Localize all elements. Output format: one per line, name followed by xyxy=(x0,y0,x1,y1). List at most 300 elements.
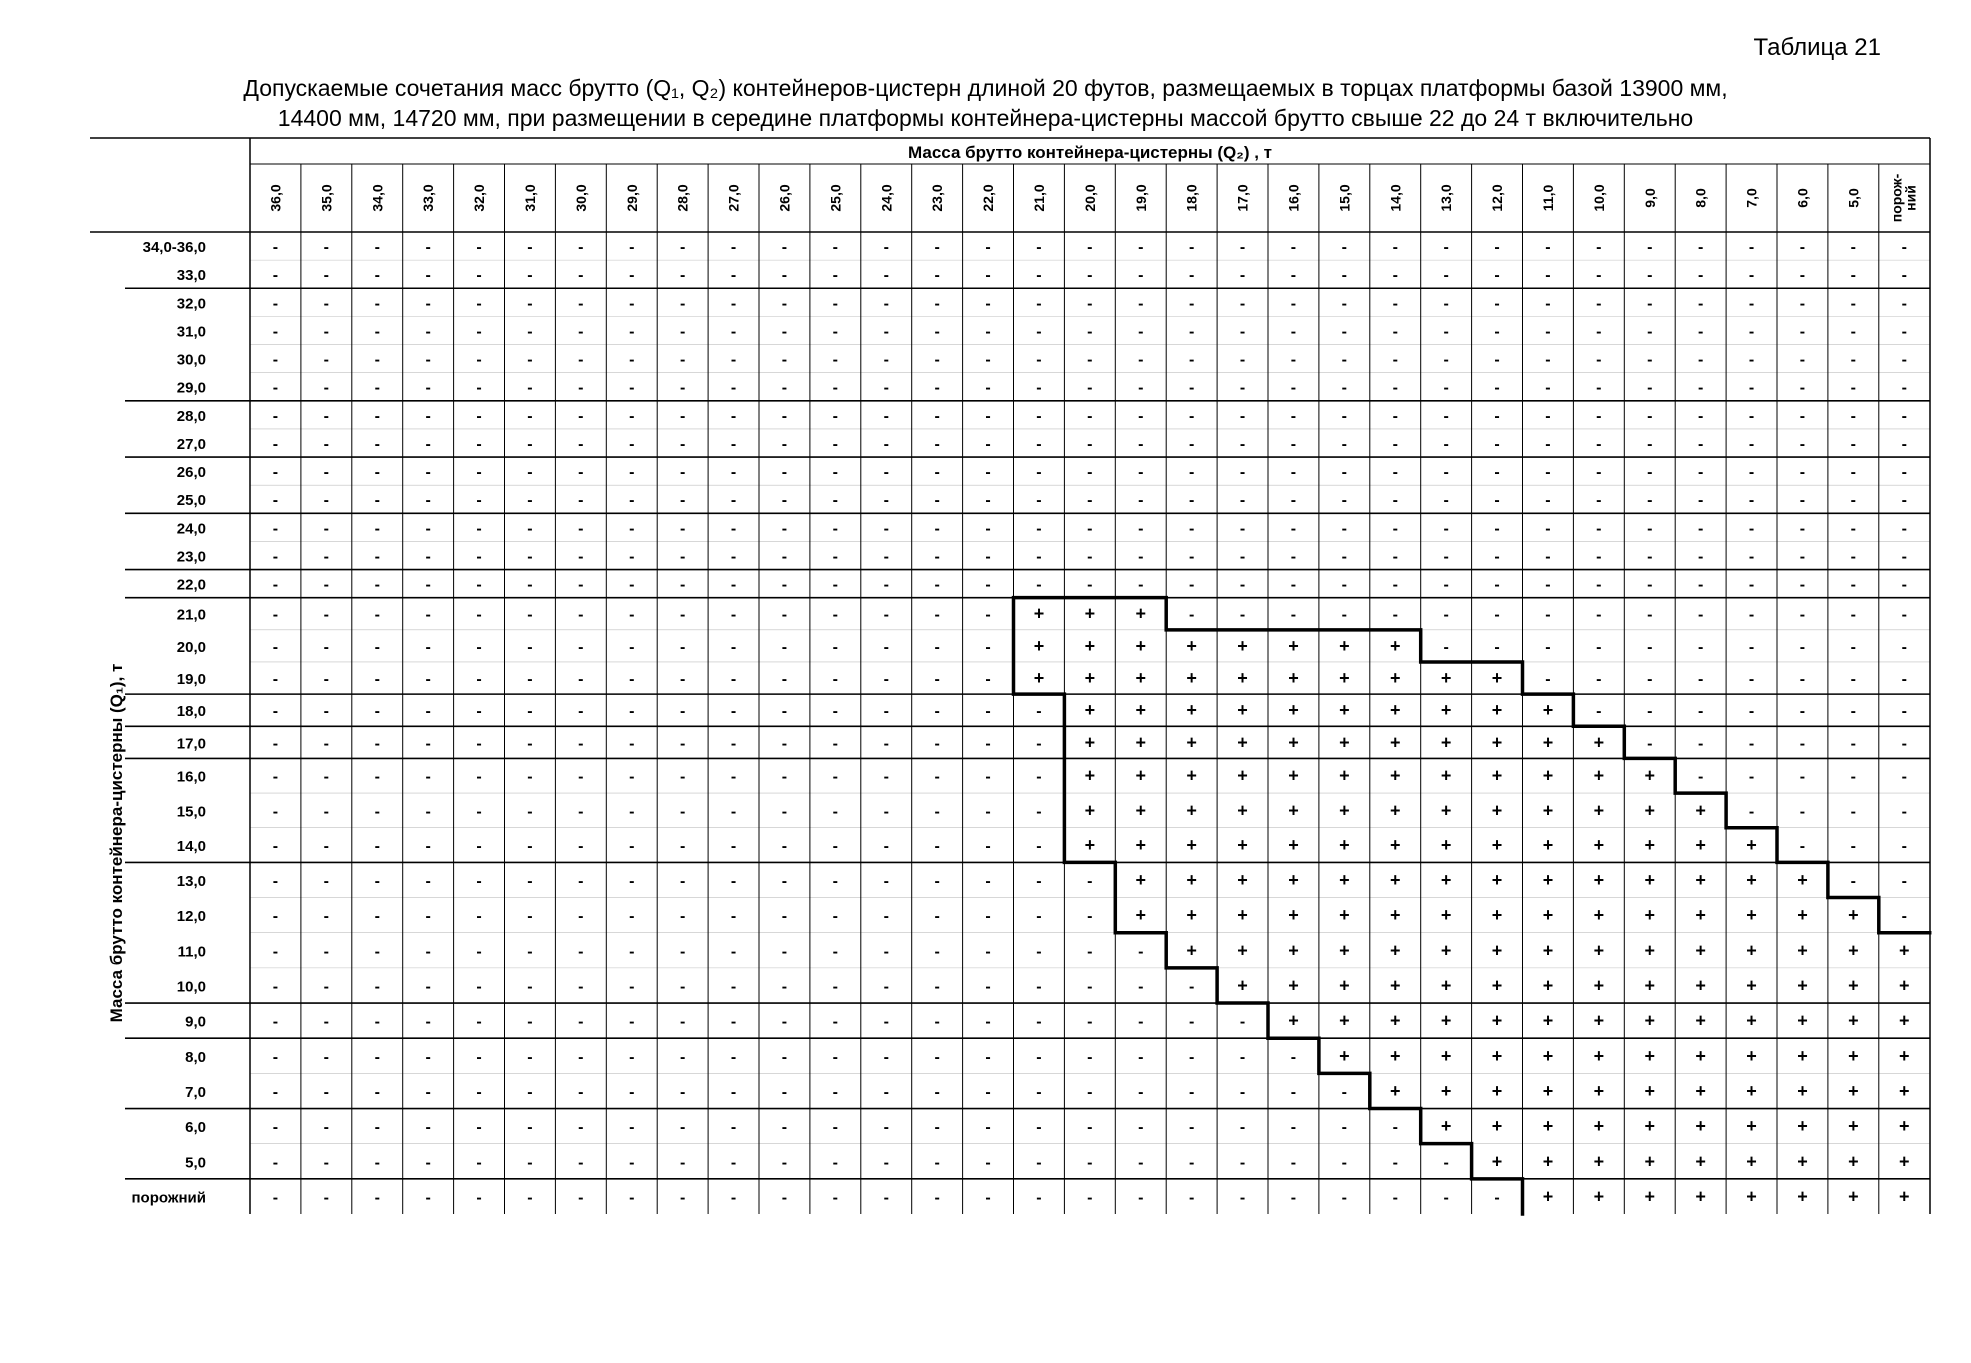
cell-not-allowed: - xyxy=(374,1154,380,1172)
cell-not-allowed: - xyxy=(629,492,635,510)
column-header xyxy=(1845,188,1861,208)
cell-not-allowed: - xyxy=(1596,464,1602,482)
svg-text:33,0: 33,0 xyxy=(420,184,437,212)
cell-allowed: + xyxy=(1440,765,1452,786)
cell-not-allowed: - xyxy=(832,323,839,341)
cell-not-allowed: - xyxy=(883,1154,889,1172)
cell-not-allowed: - xyxy=(679,1083,686,1101)
cell-not-allowed: - xyxy=(832,379,839,397)
cell-not-allowed: - xyxy=(1799,435,1806,453)
cell-not-allowed: - xyxy=(1036,351,1042,369)
cell-not-allowed: - xyxy=(323,1189,330,1207)
cell-allowed: + xyxy=(1389,940,1401,961)
cell-not-allowed: - xyxy=(832,1083,839,1101)
cell-not-allowed: - xyxy=(629,1083,635,1101)
cell-not-allowed: - xyxy=(1138,520,1144,538)
cell-not-allowed: - xyxy=(1341,520,1348,538)
cell-not-allowed: - xyxy=(527,703,533,721)
cell-not-allowed: - xyxy=(476,803,482,821)
cell-not-allowed: - xyxy=(578,576,584,594)
svg-text:8,0: 8,0 xyxy=(1692,188,1709,208)
cell-allowed: + xyxy=(1186,732,1197,753)
cell-allowed: + xyxy=(1542,800,1554,821)
cell-allowed: + xyxy=(1695,1045,1706,1066)
cell-not-allowed: - xyxy=(730,1013,737,1031)
cell-not-allowed: - xyxy=(1392,1154,1398,1172)
cell-not-allowed: - xyxy=(1748,267,1755,285)
cell-not-allowed: - xyxy=(832,638,839,656)
cell-not-allowed: - xyxy=(883,978,889,996)
cell-not-allowed: - xyxy=(1494,464,1500,482)
cell-allowed: + xyxy=(1084,800,1096,821)
cell-not-allowed: - xyxy=(1494,295,1500,313)
cell-not-allowed: - xyxy=(1239,407,1246,425)
row-label: 21,0 xyxy=(176,606,206,624)
cell-not-allowed: - xyxy=(425,1189,431,1207)
cell-allowed: + xyxy=(1644,1045,1656,1066)
cell-not-allowed: - xyxy=(883,943,889,961)
cell-not-allowed: - xyxy=(1341,267,1348,285)
cell-not-allowed: - xyxy=(1494,323,1500,341)
cell-not-allowed: - xyxy=(679,638,686,656)
cell-not-allowed: - xyxy=(629,1189,635,1207)
cell-not-allowed: - xyxy=(1647,295,1653,313)
cell-not-allowed: - xyxy=(527,492,533,510)
cell-not-allowed: - xyxy=(425,407,431,425)
cell-not-allowed: - xyxy=(1596,492,1602,510)
cell-not-allowed: - xyxy=(1036,1154,1042,1172)
cell-not-allowed: - xyxy=(527,520,533,538)
cell-not-allowed: - xyxy=(730,239,737,257)
cell-not-allowed: - xyxy=(1494,492,1500,510)
cell-not-allowed: - xyxy=(730,323,737,341)
cell-not-allowed: - xyxy=(883,323,889,341)
svg-text:17,0: 17,0 xyxy=(1234,184,1251,212)
cell-not-allowed: - xyxy=(1799,492,1806,510)
cell-not-allowed: - xyxy=(1545,323,1551,341)
cell-allowed: + xyxy=(1491,1010,1503,1031)
cell-not-allowed: - xyxy=(934,576,940,594)
table-row xyxy=(143,239,1907,256)
cell-allowed: + xyxy=(1389,732,1401,753)
cell-not-allowed: - xyxy=(883,435,889,453)
cell-not-allowed: - xyxy=(527,323,533,341)
cell-allowed: + xyxy=(1339,1045,1350,1066)
cell-not-allowed: - xyxy=(1545,351,1551,369)
cell-allowed: + xyxy=(1797,1116,1808,1137)
cell-allowed: + xyxy=(1339,1010,1350,1031)
cell-not-allowed: - xyxy=(1443,1154,1449,1172)
cell-not-allowed: - xyxy=(985,435,991,453)
cell-not-allowed: - xyxy=(1188,1048,1195,1066)
cell-not-allowed: - xyxy=(527,638,533,656)
cell-not-allowed: - xyxy=(323,267,330,285)
cell-not-allowed: - xyxy=(425,1154,431,1172)
table-row xyxy=(185,1081,1909,1101)
cell-not-allowed: - xyxy=(1341,295,1348,313)
cell-not-allowed: - xyxy=(985,803,991,821)
cell-not-allowed: - xyxy=(1494,576,1500,594)
cell-not-allowed: - xyxy=(985,838,991,856)
cell-allowed: + xyxy=(1593,869,1605,890)
cell-not-allowed: - xyxy=(1087,492,1093,510)
cell-allowed: + xyxy=(1084,732,1096,753)
cell-not-allowed: - xyxy=(1596,239,1602,257)
cell-not-allowed: - xyxy=(781,351,788,369)
cell-not-allowed: - xyxy=(1341,351,1348,369)
cell-allowed: + xyxy=(1593,1045,1605,1066)
cell-not-allowed: - xyxy=(323,943,330,961)
cell-not-allowed: - xyxy=(1748,768,1755,786)
cell-not-allowed: - xyxy=(629,295,635,313)
cell-not-allowed: - xyxy=(1036,1048,1042,1066)
cell-not-allowed: - xyxy=(1596,323,1602,341)
cell-not-allowed: - xyxy=(1290,520,1297,538)
cell-not-allowed: - xyxy=(1697,735,1704,753)
cell-allowed: + xyxy=(1542,869,1554,890)
cell-not-allowed: - xyxy=(883,464,889,482)
cell-allowed: + xyxy=(1797,1080,1808,1101)
svg-text:порож-: порож- xyxy=(1888,173,1905,223)
cell-not-allowed: - xyxy=(1901,407,1907,425)
row-label: 26,0 xyxy=(176,464,206,482)
cell-not-allowed: - xyxy=(1341,548,1348,566)
row-label: 8,0 xyxy=(185,1048,206,1066)
cell-not-allowed: - xyxy=(425,435,431,453)
column-header xyxy=(1031,184,1047,211)
cell-not-allowed: - xyxy=(272,267,279,285)
cell-not-allowed: - xyxy=(832,1189,839,1207)
cell-not-allowed: - xyxy=(832,464,839,482)
cell-not-allowed: - xyxy=(425,267,431,285)
cell-not-allowed: - xyxy=(781,1013,788,1031)
cell-allowed: + xyxy=(1542,975,1554,996)
cell-allowed: + xyxy=(1695,975,1706,996)
cell-not-allowed: - xyxy=(1036,492,1042,510)
cell-not-allowed: - xyxy=(323,978,330,996)
table-number: Таблица 21 xyxy=(1753,34,1881,61)
cell-allowed: + xyxy=(1389,869,1401,890)
cell-not-allowed: - xyxy=(1647,267,1653,285)
cell-allowed: + xyxy=(1237,700,1248,721)
row-label: 15,0 xyxy=(176,803,206,821)
table-row xyxy=(185,1046,1909,1066)
cell-allowed: + xyxy=(1389,700,1401,721)
cell-not-allowed: - xyxy=(832,1048,839,1066)
cell-not-allowed: - xyxy=(272,1189,279,1207)
cell-not-allowed: - xyxy=(1647,435,1653,453)
cell-not-allowed: - xyxy=(1697,548,1704,566)
cell-not-allowed: - xyxy=(527,671,533,689)
column-header xyxy=(878,184,894,211)
row-label: 7,0 xyxy=(185,1083,206,1101)
cell-not-allowed: - xyxy=(425,1083,431,1101)
cell-not-allowed: - xyxy=(883,548,889,566)
cell-not-allowed: - xyxy=(781,943,788,961)
cell-not-allowed: - xyxy=(781,1048,788,1066)
cell-not-allowed: - xyxy=(1087,872,1093,890)
cell-not-allowed: - xyxy=(730,1119,737,1137)
cell-not-allowed: - xyxy=(323,323,330,341)
cell-not-allowed: - xyxy=(679,872,686,890)
cell-not-allowed: - xyxy=(425,606,431,624)
cell-not-allowed: - xyxy=(578,492,584,510)
cell-not-allowed: - xyxy=(1138,379,1144,397)
cell-not-allowed: - xyxy=(1290,295,1297,313)
cell-not-allowed: - xyxy=(883,838,889,856)
cell-not-allowed: - xyxy=(272,407,279,425)
cell-allowed: + xyxy=(1440,668,1452,689)
cell-not-allowed: - xyxy=(1850,872,1857,890)
cell-not-allowed: - xyxy=(1138,548,1144,566)
cell-not-allowed: - xyxy=(781,606,788,624)
row-label: 12,0 xyxy=(176,908,206,926)
cell-not-allowed: - xyxy=(730,576,737,594)
cell-not-allowed: - xyxy=(374,703,380,721)
cell-not-allowed: - xyxy=(679,239,686,257)
cell-not-allowed: - xyxy=(832,267,839,285)
cell-not-allowed: - xyxy=(527,379,533,397)
cell-not-allowed: - xyxy=(272,435,279,453)
cell-not-allowed: - xyxy=(1392,295,1398,313)
cell-allowed: + xyxy=(1389,668,1401,689)
cell-allowed: + xyxy=(1542,1116,1554,1137)
cell-not-allowed: - xyxy=(934,803,940,821)
cell-not-allowed: - xyxy=(1443,638,1449,656)
cell-not-allowed: - xyxy=(1138,1013,1144,1031)
cell-allowed: + xyxy=(1440,1080,1452,1101)
cell-not-allowed: - xyxy=(1341,492,1348,510)
cell-not-allowed: - xyxy=(1799,379,1806,397)
cell-not-allowed: - xyxy=(629,323,635,341)
cell-allowed: + xyxy=(1797,1151,1808,1172)
cell-allowed: + xyxy=(1898,1151,1910,1172)
cell-not-allowed: - xyxy=(374,671,380,689)
cell-not-allowed: - xyxy=(1596,671,1602,689)
cell-not-allowed: - xyxy=(323,638,330,656)
cell-not-allowed: - xyxy=(1138,1154,1144,1172)
cell-not-allowed: - xyxy=(1290,351,1297,369)
cell-not-allowed: - xyxy=(1748,735,1755,753)
cell-not-allowed: - xyxy=(1036,978,1042,996)
cell-not-allowed: - xyxy=(985,1013,991,1031)
svg-text:12,0: 12,0 xyxy=(1489,184,1506,212)
cell-allowed: + xyxy=(1440,835,1452,856)
cell-not-allowed: - xyxy=(1748,464,1755,482)
cell-not-allowed: - xyxy=(1748,239,1755,257)
cell-not-allowed: - xyxy=(730,735,737,753)
column-header xyxy=(1489,184,1505,211)
cell-allowed: + xyxy=(1542,1151,1554,1172)
cell-not-allowed: - xyxy=(1799,803,1806,821)
cell-not-allowed: - xyxy=(985,239,991,257)
cell-not-allowed: - xyxy=(1850,803,1857,821)
cell-not-allowed: - xyxy=(1036,464,1042,482)
cell-not-allowed: - xyxy=(629,606,635,624)
cell-not-allowed: - xyxy=(985,576,991,594)
cell-not-allowed: - xyxy=(629,576,635,594)
cell-allowed: + xyxy=(1186,905,1197,926)
cell-allowed: + xyxy=(1593,1010,1605,1031)
cell-not-allowed: - xyxy=(883,576,889,594)
cell-allowed: + xyxy=(1848,1045,1859,1066)
cell-allowed: + xyxy=(1135,765,1147,786)
cell-not-allowed: - xyxy=(1799,351,1806,369)
cell-not-allowed: - xyxy=(272,703,279,721)
cell-not-allowed: - xyxy=(1697,464,1704,482)
cell-not-allowed: - xyxy=(1494,407,1500,425)
cell-not-allowed: - xyxy=(1494,548,1500,566)
column-header xyxy=(1888,173,1918,222)
cell-not-allowed: - xyxy=(1239,379,1246,397)
cell-not-allowed: - xyxy=(730,872,737,890)
cell-not-allowed: - xyxy=(934,838,940,856)
cell-allowed: + xyxy=(1644,1151,1656,1172)
cell-not-allowed: - xyxy=(781,435,788,453)
cell-not-allowed: - xyxy=(578,379,584,397)
cell-not-allowed: - xyxy=(476,1154,482,1172)
cell-not-allowed: - xyxy=(323,407,330,425)
cell-not-allowed: - xyxy=(1036,838,1042,856)
cell-not-allowed: - xyxy=(934,943,940,961)
cell-not-allowed: - xyxy=(374,548,380,566)
cell-not-allowed: - xyxy=(1647,520,1653,538)
cell-not-allowed: - xyxy=(476,978,482,996)
cell-not-allowed: - xyxy=(425,323,431,341)
cell-allowed: + xyxy=(1542,732,1554,753)
cell-not-allowed: - xyxy=(323,735,330,753)
cell-allowed: + xyxy=(1898,940,1910,961)
cell-not-allowed: - xyxy=(1443,606,1449,624)
cell-not-allowed: - xyxy=(1087,576,1093,594)
cell-not-allowed: - xyxy=(679,1048,686,1066)
cell-not-allowed: - xyxy=(425,638,431,656)
cell-not-allowed: - xyxy=(527,239,533,257)
cell-not-allowed: - xyxy=(985,323,991,341)
cell-allowed: + xyxy=(1339,668,1350,689)
cell-not-allowed: - xyxy=(527,803,533,821)
cell-not-allowed: - xyxy=(323,671,330,689)
cell-not-allowed: - xyxy=(1748,638,1755,656)
column-header xyxy=(1387,184,1403,211)
cell-allowed: + xyxy=(1288,732,1299,753)
cell-not-allowed: - xyxy=(527,1189,533,1207)
cell-not-allowed: - xyxy=(1697,267,1704,285)
cell-not-allowed: - xyxy=(1036,943,1042,961)
column-header xyxy=(573,184,589,211)
cell-not-allowed: - xyxy=(1697,295,1704,313)
cell-not-allowed: - xyxy=(323,872,330,890)
cell-not-allowed: - xyxy=(578,703,584,721)
cell-not-allowed: - xyxy=(832,978,839,996)
cell-not-allowed: - xyxy=(1596,638,1602,656)
cell-not-allowed: - xyxy=(985,1119,991,1137)
column-header xyxy=(1693,188,1709,208)
cell-not-allowed: - xyxy=(883,606,889,624)
cell-not-allowed: - xyxy=(985,520,991,538)
cell-not-allowed: - xyxy=(1392,464,1398,482)
cell-allowed: + xyxy=(1746,1186,1757,1207)
cell-not-allowed: - xyxy=(527,435,533,453)
column-group-header: Масса брутто контейнера-цистерны (Q₂) , т xyxy=(908,143,1272,162)
cell-not-allowed: - xyxy=(1138,1083,1144,1101)
cell-allowed: + xyxy=(1746,905,1757,926)
cell-not-allowed: - xyxy=(730,703,737,721)
cell-not-allowed: - xyxy=(425,838,431,856)
cell-not-allowed: - xyxy=(476,379,482,397)
table-row xyxy=(177,323,1907,340)
cell-not-allowed: - xyxy=(934,1013,940,1031)
cell-not-allowed: - xyxy=(1290,323,1297,341)
cell-not-allowed: - xyxy=(1036,520,1042,538)
row-label: 6,0 xyxy=(185,1119,206,1137)
cell-not-allowed: - xyxy=(1443,351,1449,369)
cell-not-allowed: - xyxy=(272,803,279,821)
column-header xyxy=(1133,184,1149,211)
cell-not-allowed: - xyxy=(323,1119,330,1137)
cell-not-allowed: - xyxy=(934,735,940,753)
cell-not-allowed: - xyxy=(1290,239,1297,257)
cell-not-allowed: - xyxy=(476,267,482,285)
cell-allowed: + xyxy=(1491,800,1503,821)
cell-not-allowed: - xyxy=(1239,267,1246,285)
cell-not-allowed: - xyxy=(1087,239,1093,257)
cell-not-allowed: - xyxy=(1290,407,1297,425)
cell-not-allowed: - xyxy=(425,548,431,566)
cell-not-allowed: - xyxy=(1901,735,1907,753)
cell-not-allowed: - xyxy=(272,606,279,624)
cell-not-allowed: - xyxy=(934,768,940,786)
cell-not-allowed: - xyxy=(679,295,686,313)
cell-not-allowed: - xyxy=(527,464,533,482)
cell-allowed: + xyxy=(1135,668,1147,689)
cell-not-allowed: - xyxy=(730,1154,737,1172)
cell-not-allowed: - xyxy=(1138,943,1144,961)
cell-not-allowed: - xyxy=(476,464,482,482)
cell-not-allowed: - xyxy=(832,803,839,821)
cell-not-allowed: - xyxy=(578,943,584,961)
cell-not-allowed: - xyxy=(272,548,279,566)
cell-not-allowed: - xyxy=(1036,768,1042,786)
cell-not-allowed: - xyxy=(1748,520,1755,538)
cell-allowed: + xyxy=(1848,975,1859,996)
cell-not-allowed: - xyxy=(985,943,991,961)
cell-allowed: + xyxy=(1339,835,1350,856)
table-row xyxy=(177,492,1907,509)
cell-not-allowed: - xyxy=(578,1048,584,1066)
cell-not-allowed: - xyxy=(374,735,380,753)
cell-not-allowed: - xyxy=(1494,379,1500,397)
cell-not-allowed: - xyxy=(527,735,533,753)
cell-allowed: + xyxy=(1491,732,1503,753)
cell-allowed: + xyxy=(1440,800,1452,821)
table-row xyxy=(185,1151,1909,1171)
cell-not-allowed: - xyxy=(730,492,737,510)
cell-not-allowed: - xyxy=(934,492,940,510)
cell-allowed: + xyxy=(1593,765,1605,786)
cell-not-allowed: - xyxy=(1901,803,1907,821)
cell-not-allowed: - xyxy=(425,295,431,313)
cell-not-allowed: - xyxy=(1850,464,1857,482)
cell-not-allowed: - xyxy=(934,239,940,257)
cell-not-allowed: - xyxy=(934,1083,940,1101)
cell-allowed: + xyxy=(1644,835,1656,856)
cell-not-allowed: - xyxy=(374,323,380,341)
cell-allowed: + xyxy=(1288,905,1299,926)
cell-not-allowed: - xyxy=(1138,267,1144,285)
column-header xyxy=(1235,184,1251,211)
cell-not-allowed: - xyxy=(934,671,940,689)
